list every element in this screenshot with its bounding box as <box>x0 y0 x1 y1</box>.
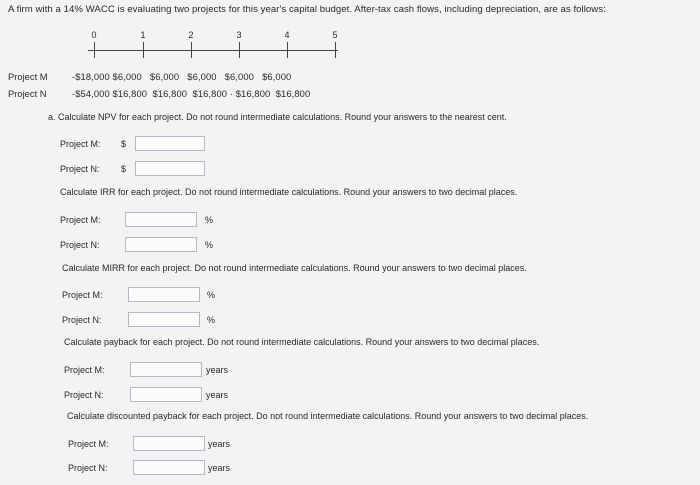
mirr-input-n[interactable] <box>128 312 200 327</box>
percent-sign: % <box>205 215 214 225</box>
period-label: 4 <box>284 30 290 40</box>
period-label: 3 <box>236 30 242 40</box>
payback-input-m[interactable] <box>130 362 202 377</box>
period-label: 5 <box>332 30 338 40</box>
npv-label-m: Project M: <box>60 139 101 149</box>
npv-input-n[interactable] <box>135 161 205 176</box>
payback-label-m: Project M: <box>64 365 105 375</box>
period-label: 0 <box>91 30 97 40</box>
cash-flow-row-n <box>8 88 310 99</box>
timeline-tick <box>191 42 192 58</box>
disc-label-n: Project N: <box>68 463 108 473</box>
years-unit: years <box>208 439 231 449</box>
disc-input-n[interactable] <box>133 460 205 475</box>
years-unit: years <box>206 390 229 400</box>
payback-label-n: Project N: <box>64 390 104 400</box>
project-name: Project M <box>8 71 48 82</box>
cash-flows: -$54,000 $16,800 $16,800 $16,800 · $16,800 $16,800 <box>72 88 311 99</box>
percent-sign: % <box>207 315 216 325</box>
npv-label-n: Project N: <box>60 164 100 174</box>
years-unit: years <box>206 365 229 375</box>
question-irr: Calculate IRR for each project. Do not round intermediate calculations. Round your answers to two decimal places. <box>60 187 518 197</box>
timeline-axis <box>88 50 338 51</box>
disc-label-m: Project M: <box>68 439 109 449</box>
irr-input-n[interactable] <box>125 237 197 252</box>
cash-flow-row-m <box>8 71 291 82</box>
period-label: 1 <box>140 30 146 40</box>
timeline-tick <box>239 42 240 58</box>
payback-input-n[interactable] <box>130 387 202 402</box>
irr-input-m[interactable] <box>125 212 197 227</box>
cash-flow-timeline <box>88 30 348 64</box>
irr-label-n: Project N: <box>60 240 100 250</box>
disc-input-m[interactable] <box>133 436 205 451</box>
question-payback: Calculate payback for each project. Do not round intermediate calculations. Round your answers to two decimal places. <box>64 337 540 347</box>
question-npv: a. Calculate NPV for each project. Do not round intermediate calculations. Round your answers to the nearest cent. <box>48 112 507 122</box>
timeline-tick <box>143 42 144 58</box>
timeline-tick <box>335 42 336 58</box>
timeline-tick <box>94 42 95 58</box>
irr-label-m: Project M: <box>60 215 101 225</box>
mirr-input-m[interactable] <box>128 287 200 302</box>
timeline-tick <box>287 42 288 58</box>
project-name: Project N <box>8 88 47 99</box>
period-label: 2 <box>188 30 194 40</box>
cash-flows: -$18,000 $6,000 $6,000 $6,000 $6,000 $6,000 <box>72 71 292 82</box>
mirr-label-m: Project M: <box>62 290 103 300</box>
percent-sign: % <box>207 290 216 300</box>
npv-input-m[interactable] <box>135 136 205 151</box>
percent-sign: % <box>205 240 214 250</box>
problem-statement: A firm with a 14% WACC is evaluating two projects for this year's capital budget. After-tax cash flows, including depreciation, are as follows: <box>8 4 606 15</box>
mirr-label-n: Project N: <box>62 315 102 325</box>
question-discounted-payback: Calculate discounted payback for each project. Do not round intermediate calculations. Round your answers to two decimal places. <box>67 411 589 421</box>
question-mirr: Calculate MIRR for each project. Do not round intermediate calculations. Round your answers to two decimal places. <box>62 263 527 273</box>
dollar-sign: $ <box>121 164 127 174</box>
years-unit: years <box>208 463 231 473</box>
dollar-sign: $ <box>121 139 127 149</box>
